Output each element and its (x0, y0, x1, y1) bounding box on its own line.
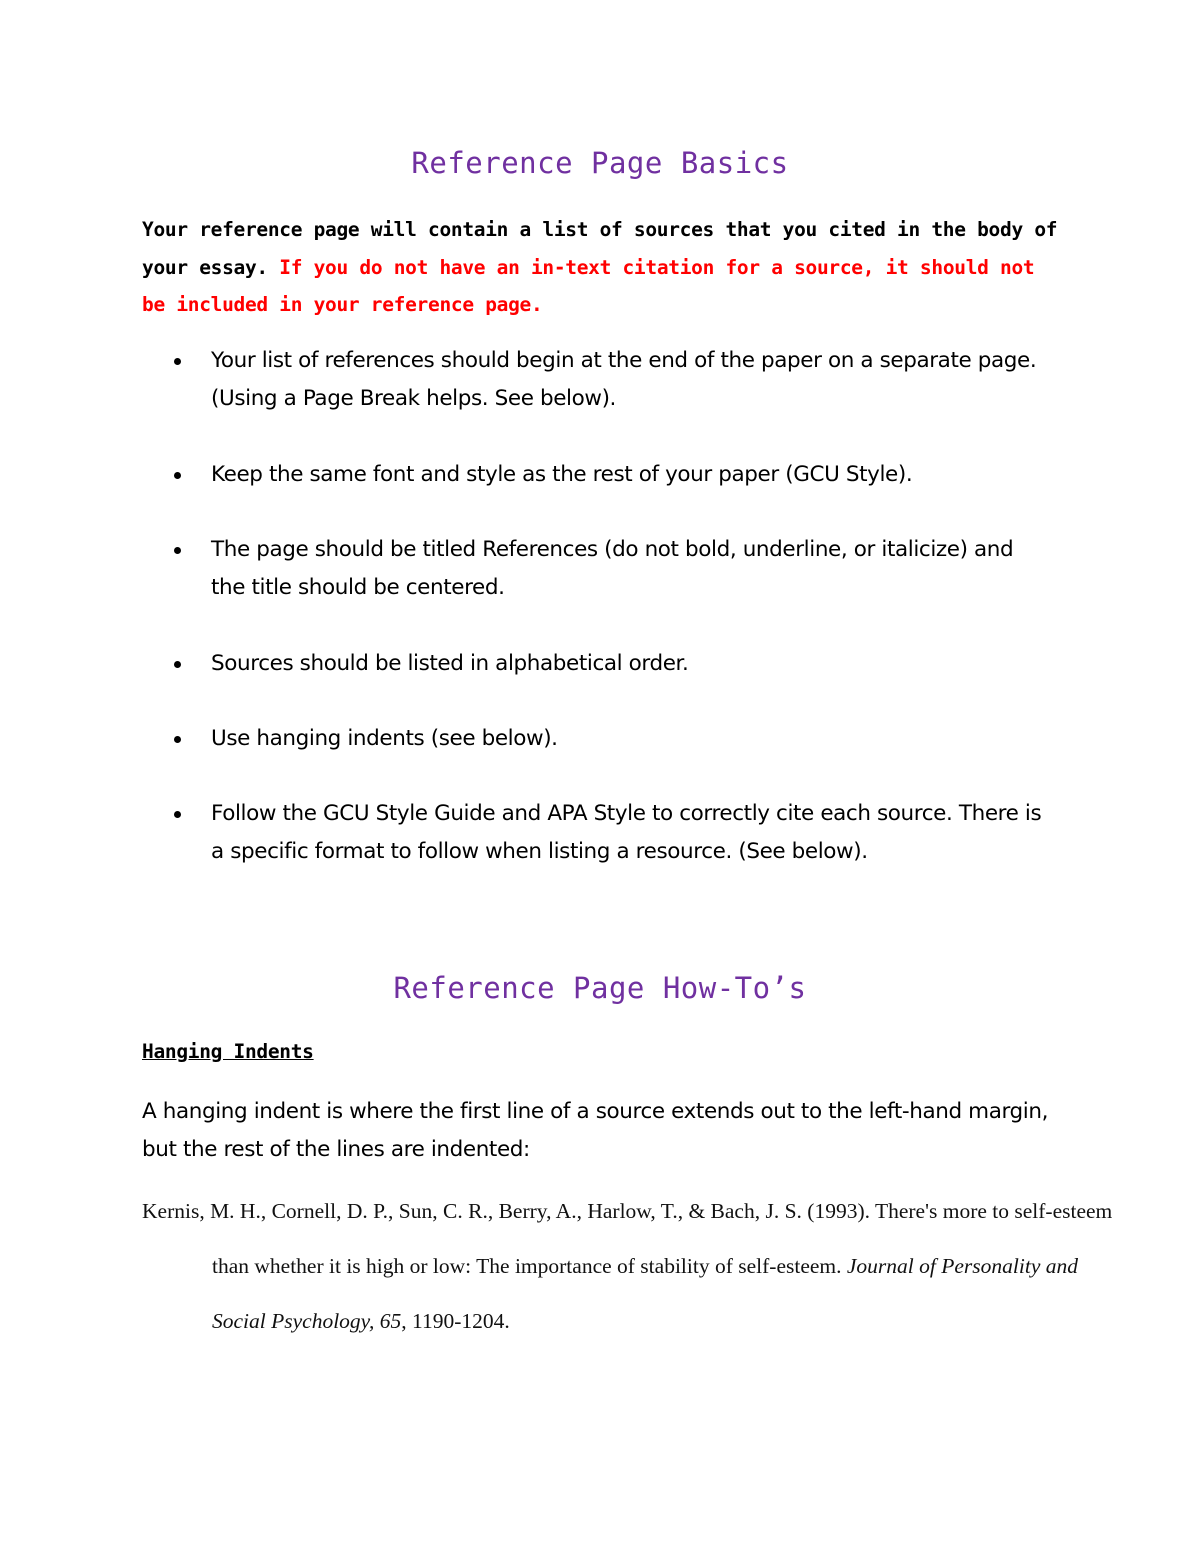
subheading-hanging-indents: Hanging Indents (142, 1040, 314, 1063)
reference-journal: Journal of Personality and Social Psychology, (212, 1254, 1078, 1333)
list-item-text: Follow the GCU Style Guide and APA Style to correctly cite each source. There is a specific format to follow when listing a resource. (See below). (211, 801, 1042, 864)
reference-pages: , 1190-1204. (401, 1309, 510, 1333)
intro-text: Your reference page will contain a list of sources that you cited in the body of your essay. (142, 218, 1058, 279)
bullet-icon (174, 547, 181, 554)
reference-volume: 65 (379, 1309, 402, 1333)
list-item (211, 645, 1051, 683)
list-item-text: Your list of references should begin at the end of the paper on a separate page. (Using a Page Break helps. See below). (211, 348, 1037, 411)
bullet-icon (174, 472, 181, 479)
list-item-text: Sources should be listed in alphabetical order. (211, 651, 689, 676)
example-reference (142, 1184, 1132, 1349)
section-title-basics: Reference Page Basics (411, 146, 789, 180)
list-item (211, 720, 1051, 758)
list-item (211, 531, 1051, 607)
section-title-howtos: Reference Page How-To’s (393, 971, 807, 1005)
bullet-icon (174, 736, 181, 743)
hanging-indent-description: A hanging indent is where the first line of a source extends out to the left-hand margin, but the rest of the lines are indented: (142, 1099, 1049, 1162)
list-item (211, 456, 1051, 494)
list-item (211, 795, 1051, 871)
list-item-text: The page should be titled References (do not bold, underline, or italicize) and the title should be centered. (211, 537, 1014, 600)
reference-body: Kernis, M. H., Cornell, D. P., Sun, C. R., Berry, A., Harlow, T., & Bach, J. S. (1993). There's more to self-esteem than whether it is high or low: The importance of stability of self-esteem. (142, 1199, 1113, 1278)
intro-warning-text: If you do not have an in-text citation for a source, it should not be included in your reference page. (142, 255, 1035, 316)
bullet-icon (174, 661, 181, 668)
bullet-icon (174, 358, 181, 365)
bullet-icon (174, 811, 181, 818)
list-item-text: Use hanging indents (see below). (211, 726, 558, 751)
list-item-text: Keep the same font and style as the rest of your paper (GCU Style). (211, 462, 913, 487)
list-item (211, 342, 1051, 418)
